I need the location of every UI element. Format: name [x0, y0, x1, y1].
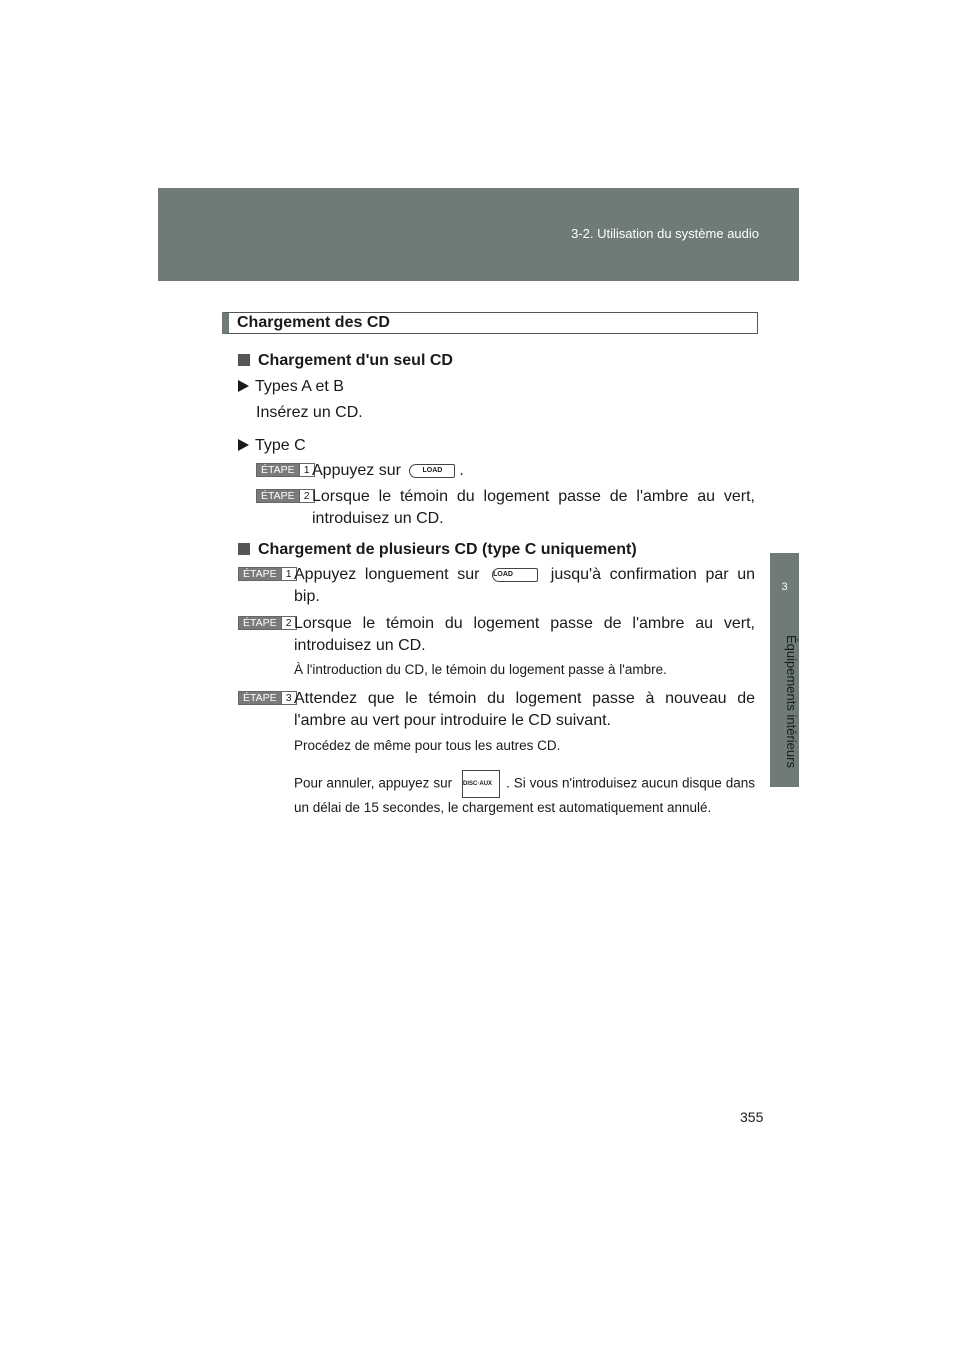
single-step2-text: Lorsque le témoin du logement passe de l'ambre au vert, introduisez un CD. — [312, 488, 755, 527]
load-button-icon: LOAD — [492, 568, 538, 582]
square-bullet-icon — [238, 543, 250, 555]
multi-step2-note: À l'introduction du CD, le témoin du logement passe à l'ambre. — [294, 662, 667, 677]
load-button-icon: LOAD — [409, 464, 455, 478]
section-title: Chargement des CD — [222, 312, 758, 334]
disc-aux-button-icon: DISC·AUX — [462, 770, 500, 798]
step-badge-3: ÉTAPE 3 — [238, 691, 297, 705]
cancel-note: Pour annuler, appuyez sur DISC·AUX . Si vous n'introduisez aucun disque dans un délai de 15 secondes, le chargement est automatiquement annulé. — [294, 770, 755, 818]
section-breadcrumb: 3-2. Utilisation du système audio — [571, 226, 759, 241]
multi-step3-text: Attendez que le témoin du logement passe à nouveau de l'ambre au vert pour introduire le CD suivant. — [294, 690, 755, 729]
chapter-label: Équipements intérieurs — [784, 635, 799, 768]
single-step1-text: Appuyez sur LOAD . — [312, 462, 464, 479]
step-badge-1: ÉTAPE 1 — [256, 463, 315, 477]
subheading-single: Chargement d'un seul CD — [238, 350, 453, 372]
types-ab-instruction: Insérez un CD. — [256, 404, 363, 421]
multi-step1-text: Appuyez longuement sur LOAD jusqu'à confirmation par un bip. — [294, 566, 756, 605]
header-band — [158, 188, 799, 281]
multi-step2-text: Lorsque le témoin du logement passe de l'ambre au vert, introduisez un CD. — [294, 615, 755, 654]
triangle-bullet-icon — [238, 380, 249, 392]
page-number: 355 — [740, 1109, 764, 1125]
step-badge-1: ÉTAPE 1 — [238, 567, 297, 581]
chapter-number: 3 — [781, 581, 788, 593]
type-c-label: Type C — [238, 435, 306, 457]
step-badge-2: ÉTAPE 2 — [238, 616, 297, 630]
subheading-multi: Chargement de plusieurs CD (type C uniquement) — [238, 539, 637, 561]
square-bullet-icon — [238, 354, 250, 366]
step-badge-2: ÉTAPE 2 — [256, 489, 315, 503]
types-ab-label: Types A et B — [238, 376, 344, 398]
triangle-bullet-icon — [238, 439, 249, 451]
multi-step3-note: Procédez de même pour tous les autres CD. — [294, 738, 561, 753]
